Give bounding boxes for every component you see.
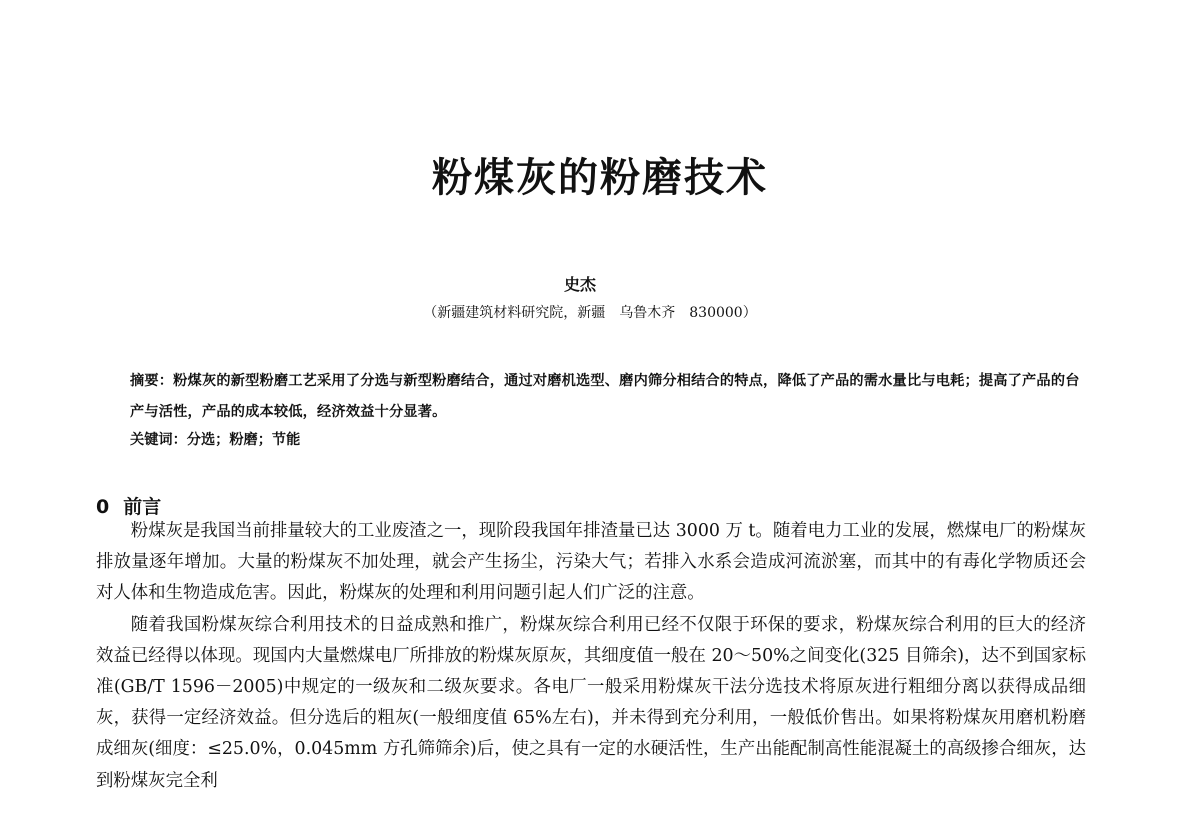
paper-title: 粉煤灰的粉磨技术 xyxy=(432,155,768,201)
body-paragraph: 粉煤灰是我国当前排量较大的工业废渣之一，现阶段我国年排渣量已达 3000 万 t。随着电力工业的发展，燃煤电厂的粉煤灰排放量逐年增加。大量的粉煤灰不加处理，就会产生扬尘，污染大气；若排入水系会造成河流淤塞，而其中的有毒化学物质还会对人体和生物造成危害。因此，粉煤灰的处理和利用问题引起人们广泛的注意。 xyxy=(96,521,1086,604)
body-text xyxy=(96,516,1086,797)
keywords-label: 关键词： xyxy=(130,432,187,448)
abstract xyxy=(130,366,1085,428)
abstract-text: 粉煤灰的新型粉磨工艺采用了分选与新型粉磨结合，通过对磨机选型、磨内筛分相结合的特点，降低了产品的需水量比与电耗；提高了产品的台产与活性，产品的成本较低，经济效益十分显著。 xyxy=(130,373,1080,420)
author-name: 史杰 xyxy=(563,275,596,294)
section-number: 0 xyxy=(96,496,110,518)
keywords-text: 分选；粉磨；节能 xyxy=(186,432,301,448)
keywords xyxy=(130,429,1085,449)
section-title: 前言 xyxy=(123,496,162,518)
body-paragraph: 随着我国粉煤灰综合利用技术的日益成熟和推广，粉煤灰综合利用已经不仅限于环保的要求，粉煤灰综合利用的巨大的经济效益已经得以体现。现国内大量燃煤电厂所排放的粉煤灰原灰，其细度值一般在 20～50%之间变化(325 目筛余)，达不到国家标准(GB/T 1596－2005)中规定的一级灰和二级灰要求。各电厂一般采用粉煤灰干法分选技术将原灰进行粗细分离以获得成品细灰，获得一定经济效益。但分选后的粗灰(一般细度值 65%左右)，并未得到充分利用，一般低价售出。如果将粉煤灰用磨机粉磨成细灰(细度：≤25.0%，0.045mm 方孔筛筛余)后，使之具有一定的水硬活性，生产出能配制高性能混凝土的高级掺合细灰，达到粉煤灰完全利 xyxy=(96,614,1086,791)
section-heading xyxy=(96,492,161,519)
author-affiliation: （新疆建筑材料研究院，新疆 乌鲁木齐 830000） xyxy=(423,305,757,321)
abstract-label: 摘要： xyxy=(130,373,174,389)
